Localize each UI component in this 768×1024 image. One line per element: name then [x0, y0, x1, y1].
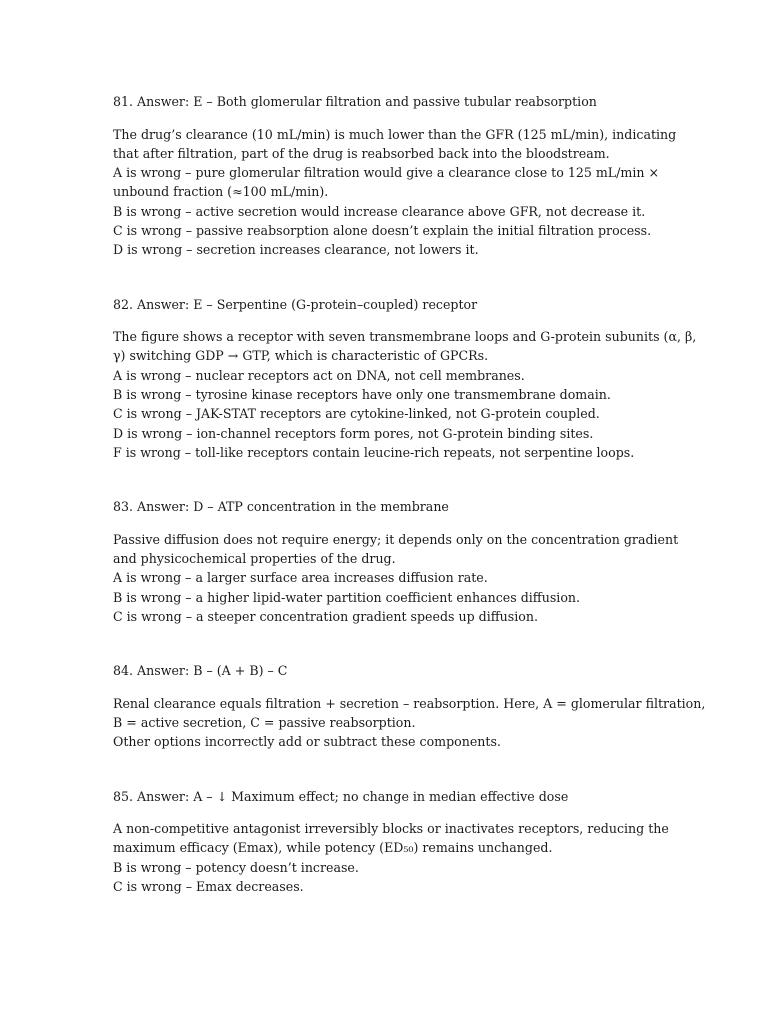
explanation-line: C is wrong – JAK-STAT receptors are cytokine-linked, not G-protein coupled. [113, 406, 600, 422]
explanation-line: D is wrong – secretion increases clearance, not lowers it. [113, 242, 479, 258]
answer-section-83 [113, 497, 679, 626]
explanation-line: B is wrong – tyrosine kinase receptors have only one transmembrane domain. [113, 386, 611, 402]
explanation-line: Passive diffusion does not require energy; it depends only on the concentration gradient [113, 531, 679, 547]
answer-heading: 81. Answer: E – Both glomerular filtration and passive tubular reabsorption [113, 94, 597, 109]
answer-heading: 85. Answer: A – ↓ Maximum effect; no change in median effective dose [113, 788, 569, 804]
answer-heading: 84. Answer: B – (A + B) – C [113, 663, 288, 679]
explanation-line: B is wrong – active secretion would increase clearance above GFR, not decrease it. [113, 203, 646, 219]
explanation-line: A non-competitive antagonist irreversibly blocks or inactivates receptors, reducing the [113, 821, 669, 837]
explanation-line: unbound fraction (≈100 mL/min). [113, 184, 329, 200]
answer-section-84 [113, 661, 706, 751]
explanation-line: The figure shows a receptor with seven transmembrane loops and G-protein subunits (α, β, [113, 329, 697, 345]
explanation-line: The drug’s clearance (10 mL/min) is much lower than the GFR (125 mL/min), indicating [113, 126, 677, 142]
explanation-line: C is wrong – a steeper concentration gradient speeds up diffusion. [113, 608, 538, 624]
explanation-line: C is wrong – Emax decreases. [113, 878, 304, 894]
explanation-line: and physicochemical properties of the drug. [113, 550, 396, 566]
answer-section-81 [113, 92, 677, 260]
explanation-line: F is wrong – toll-like receptors contain leucine-rich repeats, not serpentine loops. [113, 444, 635, 460]
answer-heading: 82. Answer: E – Serpentine (G-protein–coupled) receptor [113, 296, 478, 312]
explanation-line: B is wrong – a higher lipid-water partition coefficient enhances diffusion. [113, 589, 581, 605]
explanation-line: C is wrong – passive reabsorption alone doesn’t explain the initial filtration process. [113, 222, 652, 238]
answer-section-82 [113, 295, 697, 463]
answer-heading: 83. Answer: D – ATP concentration in the membrane [113, 499, 449, 515]
explanation-line: Other options incorrectly add or subtract these components. [113, 734, 501, 750]
explanation-line: A is wrong – a larger surface area increases diffusion rate. [113, 570, 488, 586]
explanation-line: maximum efficacy (Emax), while potency (ED₅₀) remains unchanged. [113, 840, 553, 856]
explanation-line: D is wrong – ion-channel receptors form pores, not G-protein binding sites. [113, 425, 594, 441]
answer-section-85 [113, 787, 673, 897]
explanation-line: B = active secretion, C = passive reabsorption. [113, 714, 416, 730]
explanation-line: γ) switching GDP → GTP, which is characteristic of GPCRs. [113, 348, 489, 364]
explanation-line: that after filtration, part of the drug is reabsorbed back into the bloodstream. [113, 145, 610, 161]
explanation-line: A is wrong – nuclear receptors act on DNA, not cell membranes. [113, 367, 525, 383]
explanation-line: Renal clearance equals filtration + secretion – reabsorption. Here, A = glomerular filtration, [113, 695, 706, 711]
explanation-line: A is wrong – pure glomerular filtration would give a clearance close to 125 mL/min × [113, 165, 660, 181]
answer-explanations-page [113, 92, 706, 931]
explanation-line: B is wrong – potency doesn’t increase. [113, 859, 359, 875]
